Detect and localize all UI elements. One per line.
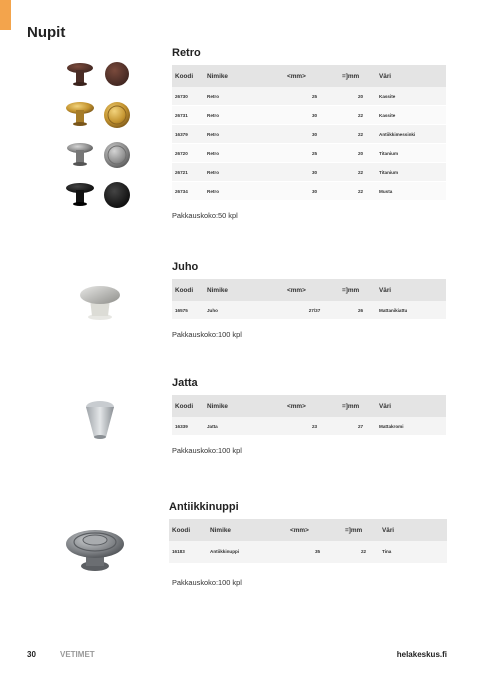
cell-mm2: 20	[342, 144, 379, 163]
table-row	[172, 301, 446, 320]
cell-code: 26731	[172, 106, 207, 125]
spec-table	[169, 519, 447, 564]
cell-color: Musta	[379, 182, 446, 201]
cell-mm2: 20	[342, 87, 379, 106]
col-header-mm: <mm>	[287, 395, 342, 417]
cell-name: Jatta	[207, 417, 287, 436]
retro-knob-kassite-side	[67, 63, 93, 86]
cell-mm: 25	[287, 144, 342, 163]
cell-name: Antiikkinuppi	[210, 541, 290, 563]
col-header-code: Koodi	[172, 279, 207, 301]
cell-name: Retro	[207, 163, 287, 182]
section-title: Retro	[172, 47, 201, 59]
antiikkinuppi-knob-image	[64, 522, 126, 579]
cell-color: Antiikkimessinki	[379, 125, 446, 144]
col-header-mm: <mm>	[287, 65, 342, 87]
cell-name: Retro	[207, 87, 287, 106]
cell-code: 16339	[172, 417, 207, 436]
table-header-row	[172, 279, 446, 301]
cell-mm2: 22	[342, 125, 379, 144]
cell-code: 16575	[172, 301, 207, 320]
cell-color: Tina	[382, 541, 447, 563]
package-size: Pakkauskoko:50 kpl	[172, 211, 238, 220]
col-header-color: Väri	[379, 65, 446, 87]
table-row	[172, 163, 446, 182]
cell-name: Retro	[207, 125, 287, 144]
cell-color: Mattanikiattu	[379, 301, 446, 320]
cell-color: Titanium	[379, 144, 446, 163]
cell-color: Mattakromi	[379, 417, 446, 436]
jatta-knob-image	[80, 399, 120, 446]
table-header-row	[172, 395, 446, 417]
cell-mm: 30	[287, 125, 342, 144]
cell-mm2: 22	[345, 541, 382, 563]
col-header-name: Nimike	[210, 519, 290, 541]
cell-name: Retro	[207, 106, 287, 125]
col-header-color: Väri	[382, 519, 447, 541]
section-title: Jatta	[172, 377, 198, 389]
page-title: Nupit	[27, 24, 66, 41]
spec-table	[172, 279, 446, 320]
section-juho	[172, 261, 446, 339]
table-row	[172, 144, 446, 163]
cell-mm: 23	[287, 417, 342, 436]
cell-code: 26721	[172, 163, 207, 182]
footer-site-link[interactable]: helakeskus.fi	[396, 650, 447, 659]
cell-mm: 25	[287, 87, 342, 106]
col-header-mm: <mm>	[290, 519, 345, 541]
section-antiikkinuppi	[169, 501, 447, 587]
table-row	[169, 541, 447, 563]
section-title: Juho	[172, 261, 199, 273]
cell-code: 16379	[172, 125, 207, 144]
col-header-mm2: =]mm	[342, 279, 379, 301]
package-size: Pakkauskoko:100 kpl	[172, 577, 242, 587]
col-header-code: Koodi	[172, 395, 207, 417]
page-number: 30	[27, 650, 36, 659]
col-header-name: Nimike	[207, 65, 287, 87]
table-row	[172, 125, 446, 144]
table-row	[172, 182, 446, 201]
cell-code: 16183	[169, 541, 210, 563]
col-header-name: Nimike	[207, 279, 287, 301]
package-size: Pakkauskoko:100 kpl	[172, 446, 242, 455]
table-header-row	[172, 65, 446, 87]
cell-mm: 30	[287, 106, 342, 125]
cell-name: Retro	[207, 144, 287, 163]
spec-table	[172, 65, 446, 201]
section-retro	[172, 47, 446, 220]
col-header-name: Nimike	[207, 395, 287, 417]
cell-color: Kassite	[379, 87, 446, 106]
cell-mm2: 22	[342, 106, 379, 125]
section-title: Antiikkinuppi	[169, 501, 239, 513]
col-header-mm2: =]mm	[345, 519, 382, 541]
cell-color: Kassite	[379, 106, 446, 125]
cell-mm: 30	[287, 182, 342, 201]
col-header-color: Väri	[379, 395, 446, 417]
table-header-row	[169, 519, 447, 541]
section-jatta	[172, 377, 446, 455]
page-accent-tab	[0, 0, 11, 30]
spec-table	[172, 395, 446, 436]
table-row	[172, 106, 446, 125]
cell-mm: 27/37	[287, 301, 342, 320]
cell-mm2: 22	[342, 182, 379, 201]
cell-name: Retro	[207, 182, 287, 201]
retro-knob-kassite-top	[105, 62, 129, 86]
cell-mm2: 27	[342, 417, 379, 436]
col-header-code: Koodi	[172, 65, 207, 87]
table-row	[172, 417, 446, 436]
cell-mm: 30	[287, 163, 342, 182]
cell-mm2: 22	[342, 163, 379, 182]
col-header-mm2: =]mm	[342, 395, 379, 417]
cell-code: 26730	[172, 87, 207, 106]
table-row	[172, 87, 446, 106]
cell-name: Juho	[207, 301, 287, 320]
package-size: Pakkauskoko:100 kpl	[172, 330, 242, 339]
cell-mm2: 26	[342, 301, 379, 320]
retro-knob-images	[62, 58, 134, 223]
cell-color: Titanium	[379, 163, 446, 182]
col-header-color: Väri	[379, 279, 446, 301]
cell-mm: 35	[290, 541, 345, 563]
cell-code: 26720	[172, 144, 207, 163]
juho-knob-image	[76, 283, 124, 328]
footer-category: VETIMET	[60, 650, 95, 659]
col-header-mm2: =]mm	[342, 65, 379, 87]
col-header-code: Koodi	[169, 519, 210, 541]
cell-code: 26734	[172, 182, 207, 201]
col-header-mm: <mm>	[287, 279, 342, 301]
